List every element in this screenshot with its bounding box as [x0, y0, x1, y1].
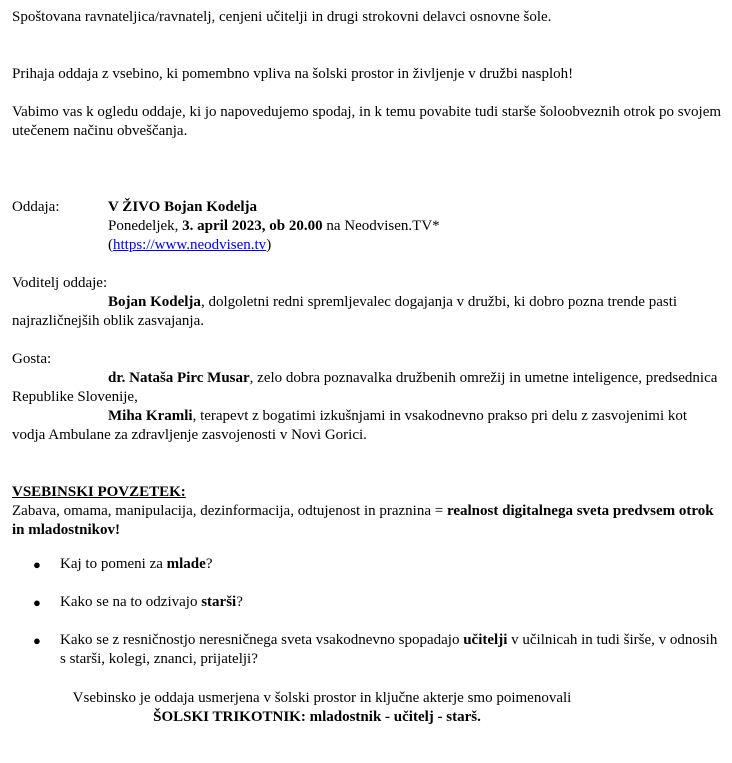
show-day: Ponedeljek, [108, 218, 183, 234]
link-open-paren: ( [108, 237, 113, 253]
guests-label: Gosta: [12, 351, 52, 367]
show-label: Oddaja: [12, 199, 60, 215]
host-name: Bojan Kodelja [108, 294, 201, 310]
guests-info [12, 350, 724, 445]
show-info [12, 198, 724, 255]
show-datetime [12, 217, 724, 236]
host-label: Voditelj oddaje: [12, 275, 108, 291]
summary-text-plain: Zabava, omama, manipulacija, dezinformacija, odtujenost in praznina = [12, 503, 447, 519]
intro-paragraph-2: Vabimo vas k ogledu oddaje, ki jo napovedujemo spodaj, in k temu povabite tudi starše šoloobveznih otrok po svojem utečenem načinu obveščanja. [12, 104, 722, 139]
bullet-icon: ● [33, 633, 41, 648]
intro-paragraph-1: Prihaja oddaja z vsebino, ki pomembno vpliva na šolski prostor in življenje v družbi nasploh! [12, 66, 574, 82]
guest-desc: , terapevt z bogatimi izkušnjami in vsakodnevno prakso pri delu z zasvojenimi kot vodja Ambulane za zdravljenje zasvojenosti v Novi Gorici. [12, 408, 688, 443]
bullet-icon: ● [33, 595, 41, 610]
link-close-paren: ) [266, 237, 272, 253]
list-item [12, 631, 724, 669]
summary-heading: VSEBINSKI POVZETEK: [12, 484, 186, 500]
summary-text [12, 502, 724, 540]
host-info [12, 274, 724, 331]
question-pre: Kako se na to odzivajo [60, 594, 202, 610]
question-post: ? [236, 594, 243, 610]
closing-line-1: Vsebinsko je oddaja usmerjena v šolski prostor in ključne akterje smo poimenovali [72, 690, 572, 706]
host-description [12, 293, 724, 331]
guest-item [12, 369, 724, 407]
question-bold: mlade [166, 556, 206, 572]
show-link-row [12, 236, 724, 255]
questions-list [12, 555, 724, 669]
question-pre: Kaj to pomeni za [60, 556, 167, 572]
guest-desc: , zelo dobra poznavalka družbenih omrežij in umetne inteligence, predsednica Republike Slovenije, [12, 370, 718, 405]
question-post: ? [205, 556, 213, 572]
document-page [12, 8, 724, 727]
list-item [12, 593, 724, 612]
show-title: V ŽIVO Bojan Kodelja [108, 199, 258, 215]
question-bold: starši [201, 594, 237, 610]
show-link[interactable]: https://www.neodvisen.tv [113, 237, 267, 253]
question-pre: Kako se z resničnostjo neresničnega sveta vsakodnevno spopadajo [60, 632, 464, 648]
list-item [12, 555, 724, 574]
summary-section [12, 483, 724, 669]
show-channel: na Neodvisen.TV* [322, 218, 440, 234]
show-title-row [12, 198, 724, 217]
guest-item [12, 407, 724, 445]
show-date-time: 3. april 2023, ob 20.00 [182, 218, 323, 234]
guest-name: Miha Kramli [108, 408, 193, 424]
summary-text-bold: realnost digitalnega sveta predvsem otrok in mladostnikov! [12, 503, 714, 538]
bullet-icon: ● [33, 557, 41, 572]
host-desc-text: , dolgoletni redni spremljevalec dogajanja v družbi, ki dobro pozna trende pasti najrazličnejših oblik zasvajanja. [12, 294, 678, 329]
guest-name: dr. Nataša Pirc Musar [108, 370, 250, 386]
question-bold: učitelji [463, 632, 508, 648]
greeting-text: Spoštovana ravnateljica/ravnatelj, cenjeni učitelji in drugi strokovni delavci osnovne šole. [12, 9, 552, 25]
question-post: v učilnicah in tudi širše, v odnosih s starši, kolegi, znanci, prijatelji? [60, 632, 718, 667]
closing-line-2: ŠOLSKI TRIKOTNIK: mladostnik - učitelj - starš. [153, 709, 481, 725]
